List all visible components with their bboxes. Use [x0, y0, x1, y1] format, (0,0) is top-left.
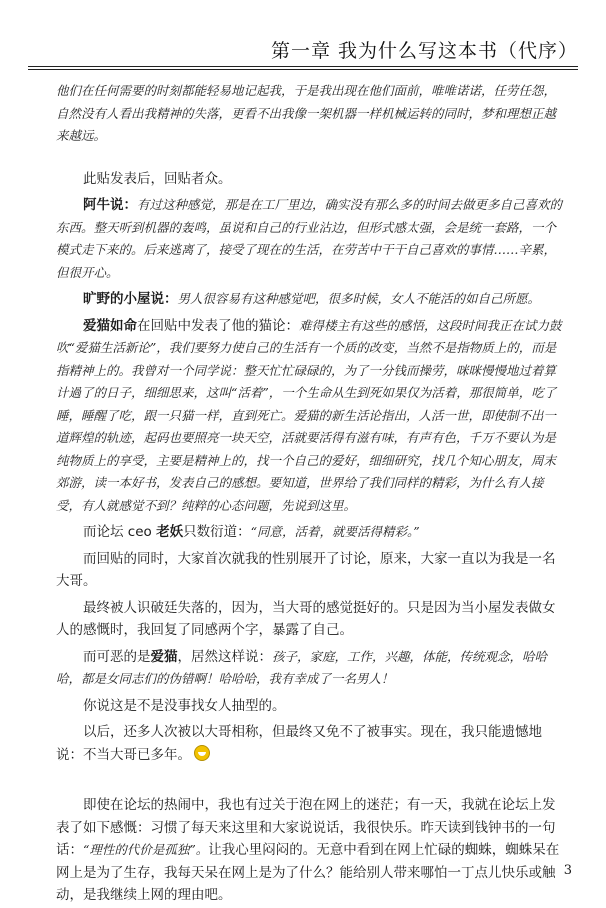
- paragraph-gap: [56, 766, 568, 794]
- paragraph: [56, 721, 568, 766]
- paragraph: [56, 646, 568, 691]
- quoted-post-text: 男人很容易有这种感觉吧，很多时候，女人不能活的如自己所愿。: [177, 291, 541, 306]
- username: 旷野的小屋说：: [83, 291, 178, 307]
- paragraph: [56, 521, 568, 544]
- paragraph: [56, 194, 568, 284]
- quoted-post-text: 他们在任何需要的时刻都能轻易地记起我，于是我出现在他们面前，唯唯诺诺，任劳任怨，自然没有人看出我精神的失落，更看不出我像一架机器一样机械运转的同时，梦和理想正越来越远。: [56, 83, 557, 143]
- paragraph-text: 在回贴中发表了他的猫论：: [137, 317, 299, 334]
- paragraph: [56, 548, 568, 593]
- paragraph-text: 而可恶的是: [83, 648, 151, 665]
- username: 老妖: [156, 524, 184, 540]
- paragraph-text: 只数衍道：: [183, 524, 251, 540]
- paragraph-text: 最终被人识破廷失落的，因为，当大哥的感觉挺好的。只是因为当小屋发表做女人的感慨时，我回复了同感两个字，暴露了自己。: [56, 599, 556, 638]
- paragraph-text: 即使在论坛的热闹中，我也有过关于泡在网上的迷茫；有一天，我就在论坛上发表了如下感慨：习惯了每天来这里和大家说说话，我很快乐。昨天读到钱钟书的一句话：: [56, 797, 556, 858]
- paragraph: [56, 168, 568, 191]
- chapter-body: [56, 80, 568, 907]
- paragraph: [56, 315, 568, 518]
- username: 爱猫: [150, 648, 178, 665]
- page-number: 3: [563, 863, 572, 878]
- paragraph-text: 以后，还多人次被以大哥相称，但最终又免不了被事实。现在，我只能遗憾地说：不当大哥已多年。: [56, 724, 542, 763]
- quoted-post-text: 有过这种感觉，那是在工厂里边，确实没有那么多的时间去做更多自己喜欢的东西。整天听到机器的轰鸣，虽说和自己的行业沾边，但形式感太强，会是统一套路，一个模式走下来的。后来逃离了，接受了现在的生活，在劳苦中干干自己喜欢的事情……辛累，但很开心。: [56, 197, 563, 280]
- paragraph: [56, 597, 568, 642]
- chapter-title: 第一章 我为什么写这本书（代序）: [270, 40, 578, 62]
- paragraph-gap: [56, 148, 568, 168]
- paragraph: [56, 794, 568, 907]
- header-rule: [28, 66, 578, 70]
- paragraph-text: 此贴发表后，回贴者众。: [83, 170, 232, 187]
- quoted-post-text: 难得楼主有这些的感悟，这段时间我正在试力鼓吹“爱猫生活新论”，我们要努力使自己的生活有一个质的改变，当然不是指物质上的，而是指精神上的。我曾对一个同学说：整天忙忙碌碌的，为了一分钱而操劳，咪咪慢慢地过着算计過了的日子，细细思来，这叫“活着”，一个生命从生到死如果仅为活着，那很简单，吃了睡，睡醒了吃，跟一只猫一样，直到死亡。爱猫的新生活论指出，人活一世，即使制不出一道辉煌的轨迹，起码也要照亮一块天空，活就要活得有滋有味，有声有色，千万不要认为是纯物质上的享受，主要是精神上的，找一个自己的爱好，细细研究，找几个知心朋友，周末郊游，读一本好书，发表自己的感想。要知道，世界给了我们同样的精彩，为什么有人接受，有人就感觉不到？纯粹的心态问题，先说到这里。: [56, 317, 562, 513]
- quoted-post-text: 孩子，家庭，工作，兴趣，体能，传统观念，哈哈哈，都是女同志们的伪错啊！哈哈哈，我有幸成了一名男人！: [56, 648, 548, 686]
- paragraph: [56, 288, 568, 311]
- username: 爱猫如命: [83, 317, 137, 334]
- paragraph-text: 而论坛 ceo: [83, 524, 157, 540]
- paragraph-text: 你说这是不是没事找女人抽型的。: [83, 697, 286, 714]
- chapter-header: [28, 36, 578, 70]
- paragraph-text: 让我心里闷闷的。无意中看到在网上忙碌的蜘蛛，蜘蛛呆在网上是为了生存，我每天呆在网上是为了什么？能给别人带来哪怕一丁点儿快乐或触动，是我继续上网的理由吧。: [56, 842, 560, 903]
- paragraph-text: ，居然这样说：: [177, 648, 272, 665]
- quoted-post-text: “同意，活着，就要活得精彩。”: [250, 524, 420, 539]
- quoted-post-text: “理性的代价是孤独”。: [83, 842, 209, 857]
- username: 阿牛说：: [83, 197, 137, 213]
- grinning-face-icon: [194, 745, 210, 761]
- paragraph-text: 而回贴的同时，大家首次就我的性别展开了讨论，原来，大家一直以为我是一名大哥。: [56, 550, 556, 589]
- paragraph: [56, 695, 568, 718]
- paragraph: [56, 80, 568, 148]
